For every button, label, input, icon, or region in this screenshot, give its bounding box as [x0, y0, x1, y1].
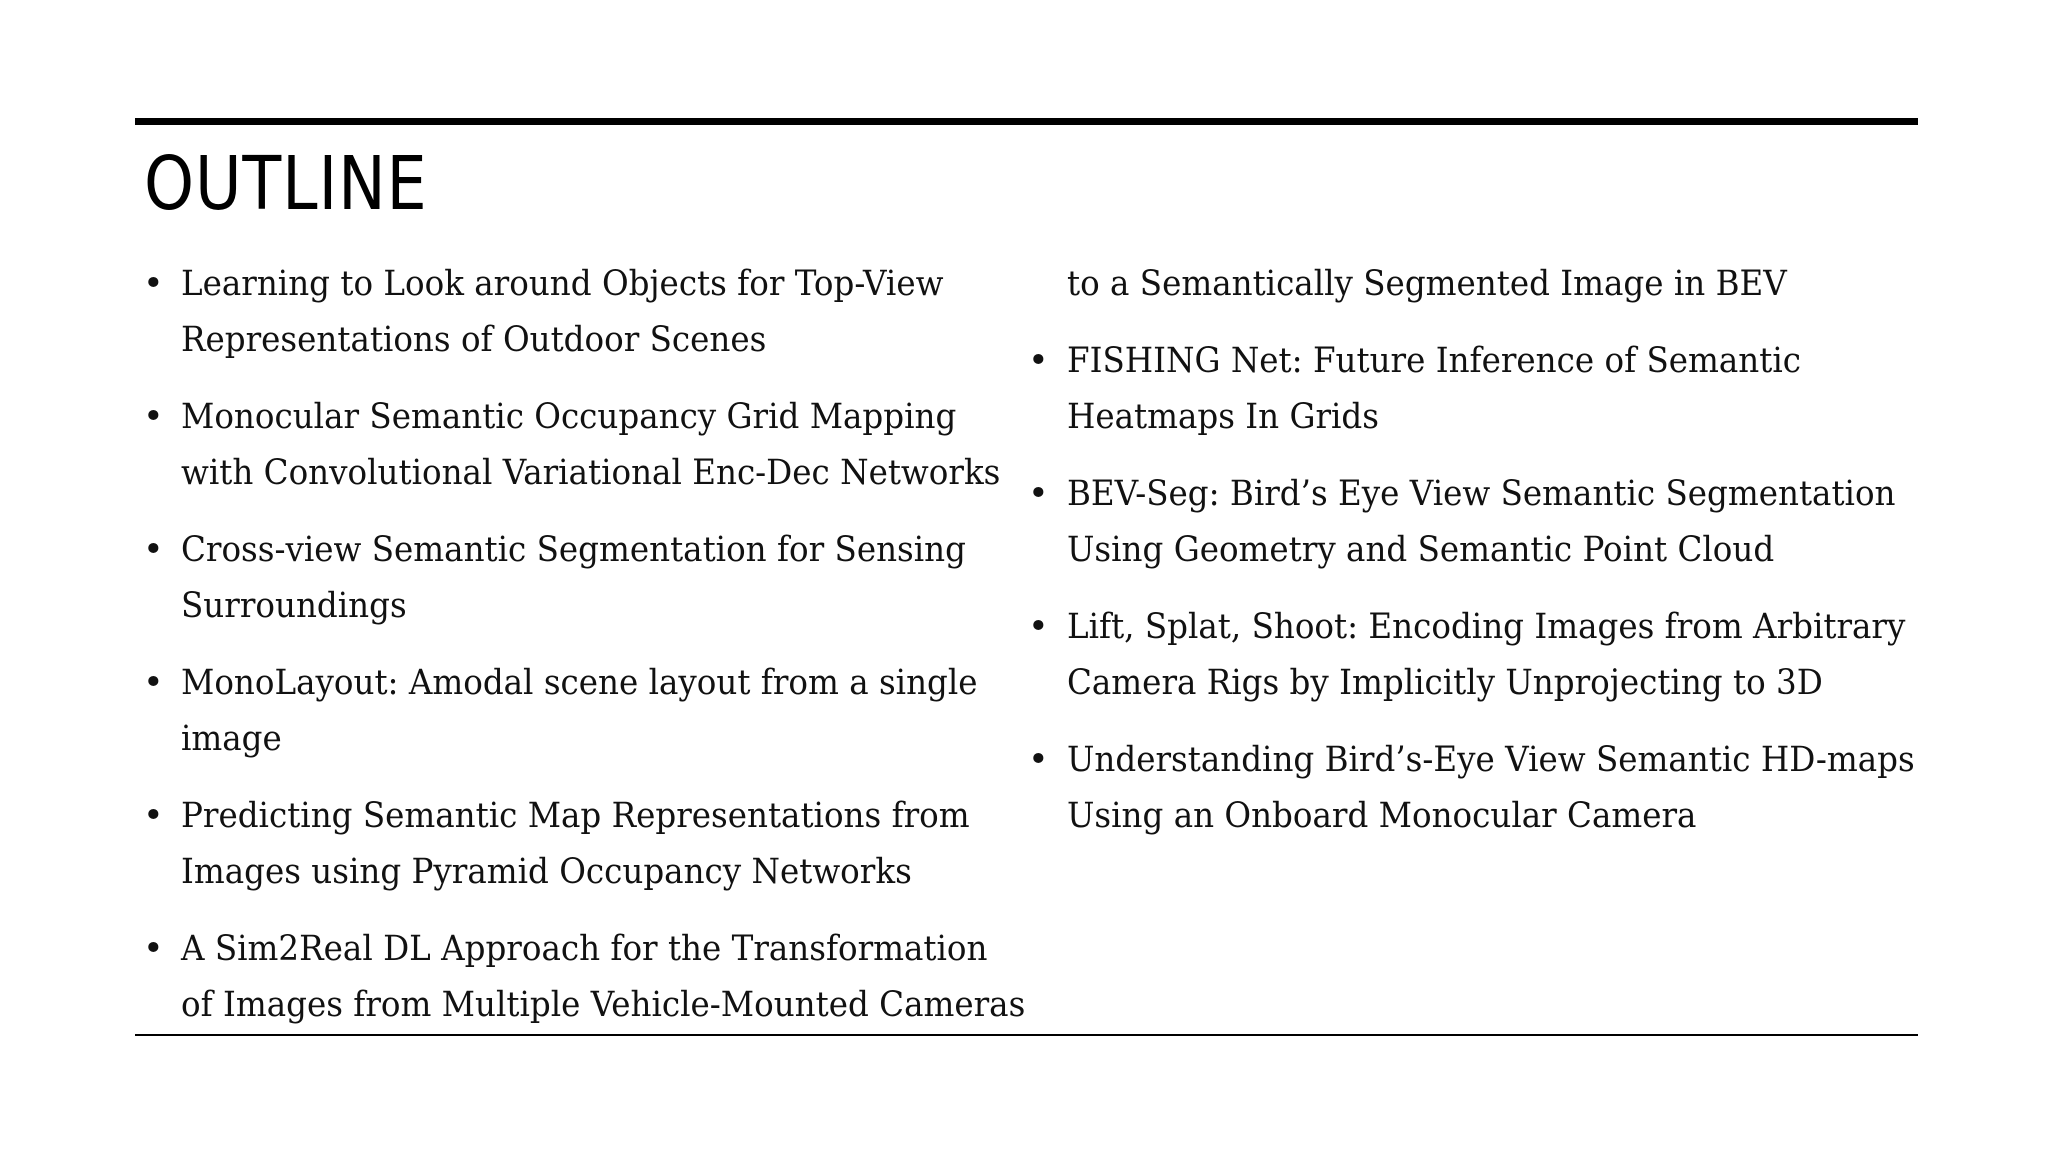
- outline-item: [143, 522, 1041, 634]
- outline-item-text: Monocular Semantic Occupancy Grid Mapping with Convolutional Variational Enc-Dec Networks: [181, 397, 1001, 493]
- bottom-divider: [135, 1034, 1918, 1036]
- bullet-icon: •: [143, 530, 164, 570]
- outline-item: [1028, 732, 1927, 844]
- outline-list-left: [143, 256, 1041, 1054]
- outline-item: [1028, 333, 1927, 445]
- bullet-icon: •: [143, 397, 164, 437]
- bullet-icon: •: [143, 663, 164, 703]
- outline-item: [143, 788, 1041, 900]
- outline-item-text: FISHING Net: Future Inference of Semantic Heatmaps In Grids: [1067, 341, 1801, 437]
- outline-item-text: Understanding Bird’s-Eye View Semantic HD-maps Using an Onboard Monocular Camera: [1067, 740, 1915, 836]
- outline-item: [143, 921, 1041, 1033]
- outline-item: [143, 389, 1041, 501]
- outline-item: [1028, 466, 1927, 578]
- outline-item-text: Predicting Semantic Map Representations from Images using Pyramid Occupancy Networks: [181, 796, 970, 892]
- bullet-icon: •: [1028, 474, 1049, 514]
- bullet-icon: •: [1028, 341, 1049, 381]
- bullet-icon: •: [143, 264, 164, 304]
- outline-item-text: Learning to Look around Objects for Top-View Representations of Outdoor Scenes: [181, 264, 944, 360]
- outline-item-text: MonoLayout: Amodal scene layout from a single image: [181, 663, 978, 759]
- outline-item-text: to a Semantically Segmented Image in BEV: [1067, 264, 1787, 304]
- outline-list-right: [1028, 256, 1927, 865]
- outline-item: [143, 655, 1041, 767]
- bullet-icon: •: [1028, 740, 1049, 780]
- outline-item-text: Lift, Splat, Shoot: Encoding Images from Arbitrary Camera Rigs by Implicitly Unprojecting to 3D: [1067, 607, 1906, 703]
- bullet-icon: •: [143, 796, 164, 836]
- outline-item-text: BEV-Seg: Bird’s Eye View Semantic Segmentation Using Geometry and Semantic Point Cloud: [1067, 474, 1896, 570]
- outline-item: [143, 256, 1041, 368]
- outline-item: [1028, 599, 1927, 711]
- slide-title: OUTLINE: [144, 141, 428, 227]
- bullet-icon: •: [1028, 607, 1049, 647]
- outline-item-text: A Sim2Real DL Approach for the Transformation of Images from Multiple Vehicle-Mounted Cameras: [181, 929, 1026, 1025]
- outline-item-continuation: [1067, 256, 1927, 312]
- top-divider: [135, 118, 1918, 125]
- outline-item-text: Cross-view Semantic Segmentation for Sensing Surroundings: [181, 530, 966, 626]
- bullet-icon: •: [143, 929, 164, 969]
